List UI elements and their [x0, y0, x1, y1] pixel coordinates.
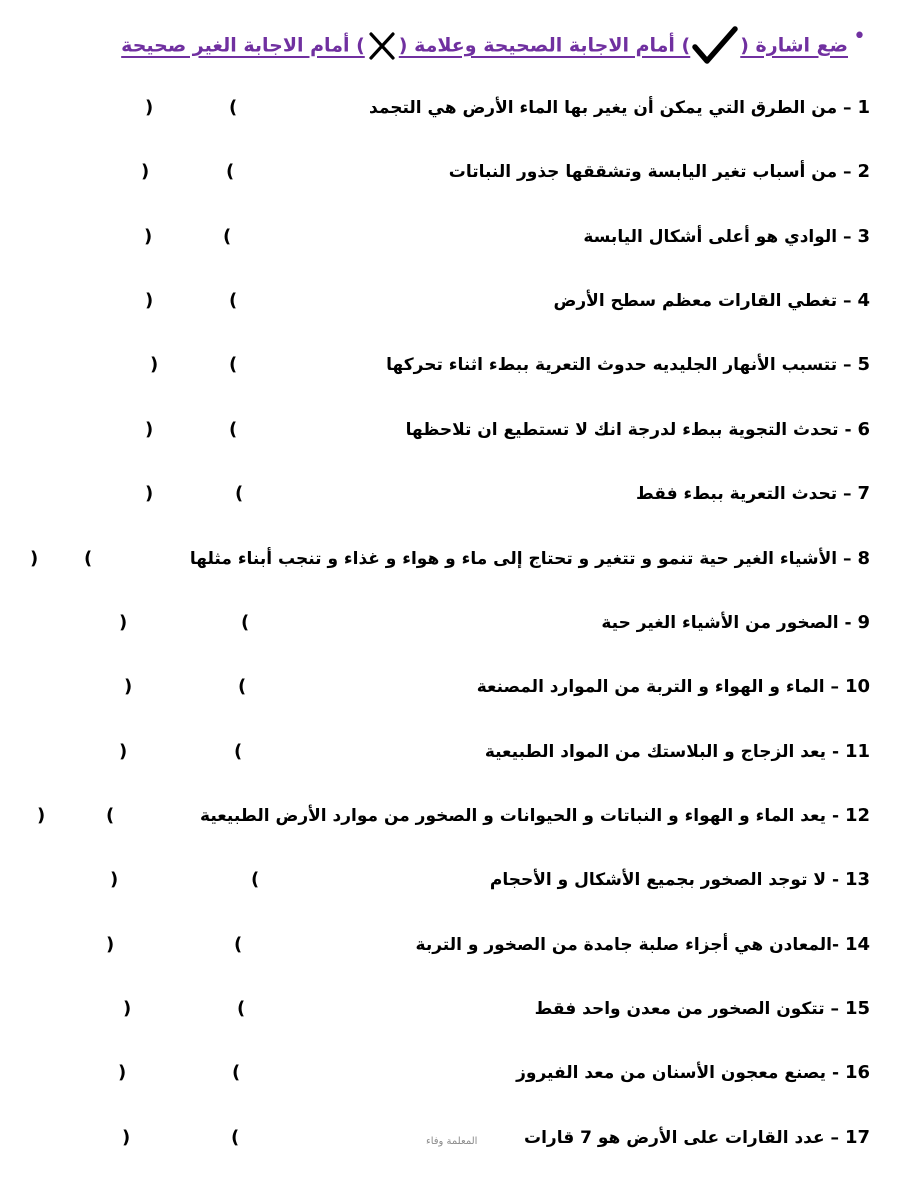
- question-text: - لا توجد الصخور بجميع الأشكال و الأحجام: [489, 870, 840, 890]
- answer-open-paren: (: [235, 483, 244, 504]
- teacher-watermark: المعلمة وفاء: [426, 1136, 478, 1147]
- question-14: [416, 933, 870, 957]
- question-number: 10: [844, 676, 870, 697]
- answer-open-paren: (: [226, 161, 235, 182]
- answer-open-paren: (: [238, 676, 247, 697]
- question-text: -المعادن هي أجزاء صلبة جامدة من الصخور و التربة: [415, 935, 840, 955]
- question-16: [516, 1061, 870, 1085]
- question-number: 8: [857, 548, 870, 569]
- question-text: - يعد الزجاج و البلاستك من المواد الطبيعية: [484, 742, 840, 762]
- answer-close-paren: ): [145, 419, 154, 440]
- question-number: 14: [844, 934, 870, 955]
- answer-close-paren: ): [30, 548, 39, 569]
- question-12: [200, 804, 870, 828]
- question-text: – الماء و الهواء و التربة من الموارد المصنعة: [476, 677, 840, 697]
- answer-open-paren: (: [229, 419, 238, 440]
- question-5: [386, 353, 870, 377]
- question-6: [406, 418, 870, 442]
- question-number: 3: [857, 226, 870, 247]
- answer-close-paren: ): [141, 161, 150, 182]
- answer-close-paren: ): [122, 1127, 131, 1148]
- question-number: 1: [857, 97, 870, 118]
- question-11: [485, 740, 870, 764]
- instructions-header: [36, 16, 866, 60]
- answer-open-paren: (: [106, 805, 115, 826]
- check-mark-icon: [692, 26, 738, 66]
- instructions-part-1: ضع اشارة (: [740, 34, 848, 57]
- answer-open-paren: (: [231, 1127, 240, 1148]
- question-number: 17: [844, 1127, 870, 1148]
- answer-close-paren: ): [106, 934, 115, 955]
- question-number: 9: [857, 612, 870, 633]
- question-number: 4: [857, 290, 870, 311]
- question-number: 7: [857, 483, 870, 504]
- answer-close-paren: ): [124, 676, 133, 697]
- question-text: – تتسبب الأنهار الجليديه حدوث التعرية ببطء اثناء تحركها: [386, 355, 852, 375]
- answer-close-paren: ): [150, 354, 159, 375]
- question-text: - تحدث التجوية ببطء لدرجة انك لا تستطيع ان تلاحظها: [405, 420, 852, 440]
- question-2: [449, 160, 870, 184]
- answer-close-paren: ): [118, 1062, 127, 1083]
- question-17: [524, 1126, 870, 1150]
- question-8: [190, 547, 870, 571]
- answer-open-paren: (: [241, 612, 250, 633]
- answer-open-paren: (: [234, 934, 243, 955]
- instructions-part-3: ) أمام الاجابة الغير صحيحة: [121, 34, 365, 57]
- question-15: [535, 997, 870, 1021]
- question-number: 5: [857, 354, 870, 375]
- question-text: - الصخور من الأشياء الغير حية: [601, 613, 852, 633]
- answer-close-paren: ): [123, 998, 132, 1019]
- x-mark-icon: [367, 31, 397, 61]
- question-13: [490, 868, 870, 892]
- answer-close-paren: ): [145, 97, 154, 118]
- question-text: – تحدث التعرية ببطء فقط: [636, 484, 852, 504]
- answer-open-paren: (: [223, 226, 232, 247]
- answer-close-paren: ): [145, 290, 154, 311]
- question-number: 6: [857, 419, 870, 440]
- bullet-icon: •: [853, 24, 866, 49]
- answer-open-paren: (: [234, 741, 243, 762]
- answer-open-paren: (: [229, 290, 238, 311]
- answer-close-paren: ): [144, 226, 153, 247]
- answer-close-paren: ): [119, 741, 128, 762]
- answer-open-paren: (: [232, 1062, 241, 1083]
- answer-open-paren: (: [237, 998, 246, 1019]
- question-text: – الأشياء الغير حية تنمو و تتغير و تحتاج إلى ماء و هواء و غذاء و تنجب أبناء مثلها: [189, 549, 852, 569]
- question-10: [477, 675, 870, 699]
- answer-close-paren: ): [145, 483, 154, 504]
- answer-open-paren: (: [229, 354, 238, 375]
- question-4: [554, 289, 871, 313]
- question-text: - يصنع معجون الأسنان من معد الفيروز: [516, 1063, 840, 1083]
- question-number: 2: [857, 161, 870, 182]
- answer-close-paren: ): [119, 612, 128, 633]
- answer-open-paren: (: [229, 97, 238, 118]
- question-number: 12: [844, 805, 870, 826]
- instructions-part-2: ) أمام الاجابة الصحيحة وعلامة (: [398, 34, 691, 57]
- question-text: – تغطي القارات معظم سطح الأرض: [553, 291, 852, 311]
- question-number: 16: [844, 1062, 870, 1083]
- question-9: [601, 611, 870, 635]
- answer-open-paren: (: [84, 548, 93, 569]
- question-1: [369, 96, 870, 120]
- question-text: – من أسباب تغير اليابسة وتشققها جذور النباتات: [448, 162, 852, 182]
- question-7: [636, 482, 870, 506]
- question-text: – من الطرق التي يمكن أن يغير بها الماء الأرض هي التجمد: [369, 98, 852, 118]
- question-text: - يعد الماء و الهواء و النباتات و الحيوانات و الصخور من موارد الأرض الطبيعية: [200, 806, 840, 826]
- question-number: 11: [844, 741, 870, 762]
- question-number: 15: [844, 998, 870, 1019]
- question-text: – تتكون الصخور من معدن واحد فقط: [534, 999, 840, 1019]
- question-number: 13: [844, 869, 870, 890]
- answer-open-paren: (: [251, 869, 260, 890]
- answer-close-paren: ): [37, 805, 46, 826]
- question-3: [583, 225, 870, 249]
- question-text: – الوادي هو أعلى أشكال اليابسة: [583, 227, 852, 247]
- answer-close-paren: ): [110, 869, 119, 890]
- instructions-text: [121, 26, 848, 66]
- question-text: – عدد القارات على الأرض هو 7 قارات: [524, 1128, 840, 1148]
